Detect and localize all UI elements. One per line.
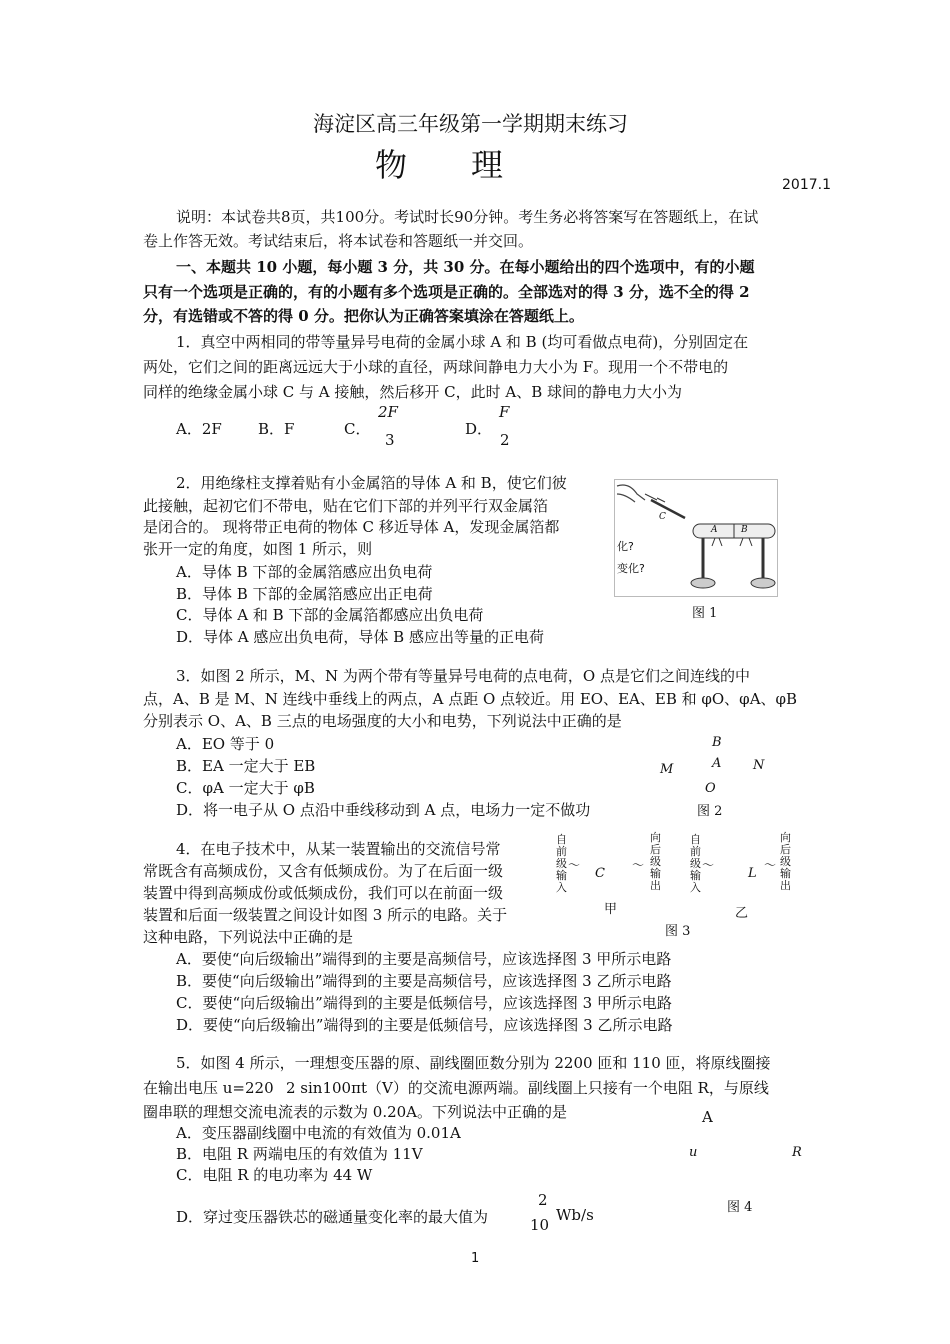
figure-3-label-jia: 甲 — [604, 902, 618, 917]
figure-3-jia-output: 向后级输出 — [650, 831, 661, 892]
q4-line5: 这种电路，下列说法中正确的是 — [143, 928, 354, 946]
q5-line1: 5．如图 4 所示，一理想变压器的原、副线圈匝数分别为 2200 匝和 110 匝，将原线圈接 — [176, 1054, 771, 1072]
exam-title: 海淀区高三年级第一学期期末练习 — [313, 112, 628, 136]
figure-3-label-c: C — [595, 866, 605, 881]
q3-line2: 点，A、B 是 M、N 连线中垂线上的两点，A 点距 O 点较近。用 EO、EA、EB 和 φO、φA、φB — [143, 690, 798, 708]
q5-line2-part2: 2 sin100πt（V）的交流电源两端。副线圈上只接有一个电阻 R，与原线 — [286, 1079, 769, 1097]
q3-option-a: A．EO 等于 0 — [176, 735, 275, 753]
q2-line3: 是闭合的。 现将带正电荷的物体 C 移近导体 A，发现金属箔都 — [143, 518, 560, 536]
section1-line3: 分，有选错或不答的得 0 分。把你认为正确答案填涂在答题纸上。 — [143, 307, 584, 325]
page-number: 1 — [471, 1251, 480, 1266]
figure-2-label-o: O — [705, 781, 716, 796]
q2-option-b: B．导体 B 下部的金属箔感应出正电荷 — [176, 585, 433, 603]
q1-line3: 同样的绝缘金属小球 C 与 A 接触，然后移开 C，此时 A、B 球间的静电力大小为 — [143, 383, 683, 401]
q5-option-b: B．电阻 R 两端电压的有效值为 11V — [176, 1145, 423, 1163]
figure-3-caption: 图 3 — [665, 924, 691, 939]
figure-2-label-n: N — [753, 758, 765, 773]
figure-4-ammeter-label: A — [702, 1108, 713, 1126]
q5-line2-part1: 在输出电压 u=220 — [143, 1079, 274, 1097]
figure-3-jia-input: 自前级输入 — [556, 833, 567, 894]
q5-option-d: D．穿过变压器铁芯的磁通量变化率的最大值为 — [176, 1208, 489, 1226]
q4-option-a: A．要使“向后级输出”端得到的主要是高频信号，应该选择图 3 甲所示电路 — [176, 950, 672, 968]
q1-option-d: D． — [465, 420, 493, 438]
exam-date: 2017.1 — [782, 177, 831, 193]
q2-line4: 张开一定的角度，如图 1 所示，则 — [143, 540, 373, 558]
q4-line3: 装置中得到高频成份或低频成份，我们可以在前面一级 — [143, 884, 504, 902]
figure-3-jia-wave-out: ～ — [632, 858, 645, 872]
q4-line4: 装置和后面一级装置之间设计如图 3 所示的电路。关于 — [143, 906, 508, 924]
q4-option-b: B．要使“向后级输出”端得到的主要是高频信号，应该选择图 3 乙所示电路 — [176, 972, 672, 990]
figure-4-label-r: R — [792, 1145, 802, 1160]
figure-1-caption: 图 1 — [692, 606, 718, 621]
figure-1-text-1: 化? — [617, 540, 634, 553]
subject-title: 物 理 — [375, 146, 504, 184]
q5-option-d-numerator: 2 — [538, 1191, 548, 1209]
figure-3-jia-wave-in: ～ — [568, 858, 581, 872]
section1-line2: 只有一个选项是正确的，有的小题有多个选项是正确的。全部选对的得 3 分，选不全的得 2 — [143, 283, 750, 301]
figure-2-caption: 图 2 — [697, 804, 723, 819]
figure-1-label-c: C — [659, 512, 666, 522]
figure-3-label-yi: 乙 — [735, 906, 749, 921]
q5-option-d-denominator: 10 — [530, 1216, 550, 1234]
q1-option-b: B．F — [258, 420, 295, 438]
figure-3-yi-input: 自前级输入 — [690, 833, 701, 894]
q1-option-a: A．2F — [176, 420, 222, 438]
figure-3-yi-wave-out: ～ — [764, 858, 777, 872]
q1-option-c-denominator: 3 — [385, 431, 395, 449]
q3-option-b: B．EA 一定大于 EB — [176, 757, 316, 775]
q5-option-a: A．变压器副线圈中电流的有效值为 0.01A — [176, 1124, 461, 1142]
q4-line1: 4．在电子技术中，从某一装置输出的交流信号常 — [176, 840, 501, 858]
q2-line2: 此接触，起初它们不带电，贴在它们下部的并列平行双金属箔 — [143, 497, 549, 515]
instructions-line2: 卷上作答无效。考试结束后，将本试卷和答题纸一并交回。 — [143, 232, 534, 250]
figure-2-label-b: B — [712, 735, 722, 750]
figure-2-label-m: M — [660, 762, 674, 777]
figure-1-label-b: B — [741, 525, 748, 535]
q4-option-d: D．要使“向后级输出”端得到的主要是低频信号，应该选择图 3 乙所示电路 — [176, 1016, 673, 1034]
figure-1-label-a: A — [711, 525, 718, 535]
q1-option-d-denominator: 2 — [500, 431, 510, 449]
q1-line1: 1．真空中两相同的带等量异号电荷的金属小球 A 和 B (均可看做点电荷)，分别固定在 — [176, 333, 749, 351]
q3-option-c: C．φA 一定大于 φB — [176, 779, 315, 797]
q1-option-d-numerator: F — [499, 403, 510, 421]
q2-option-c: C．导体 A 和 B 下部的金属箔都感应出负电荷 — [176, 606, 484, 624]
q5-line3: 圈串联的理想交流电流表的示数为 0.20A。下列说法中正确的是 — [143, 1103, 568, 1121]
q5-option-c: C．电阻 R 的电功率为 44 W — [176, 1166, 373, 1184]
figure-3-yi-wave-in: ～ — [702, 858, 715, 872]
figure-4-label-u: u — [689, 1145, 698, 1160]
q1-option-c: C． — [344, 420, 371, 438]
figure-3-yi-output: 向后级输出 — [780, 831, 791, 892]
q2-line1: 2．用绝缘柱支撑着贴有小金属箔的导体 A 和 B，使它们彼 — [176, 474, 567, 492]
figure-1-drawing — [615, 480, 777, 596]
q1-option-c-numerator: 2F — [378, 403, 398, 421]
section1-line1: 一、本题共 10 小题，每小题 3 分，共 30 分。在每小题给出的四个选项中，有的小题 — [176, 258, 755, 276]
figure-2-label-a: A — [712, 756, 722, 771]
q3-line3: 分别表示 O、A、B 三点的电场强度的大小和电势，下列说法中正确的是 — [143, 712, 622, 730]
q3-line1: 3．如图 2 所示，M、N 为两个带有等量异号电荷的点电荷，O 点是它们之间连线的中 — [176, 667, 750, 685]
q3-option-d: D．将一电子从 O 点沿中垂线移动到 A 点，电场力一定不做功 — [176, 801, 591, 819]
figure-4-caption: 图 4 — [727, 1200, 753, 1215]
q5-option-d-unit: Wb/s — [556, 1206, 594, 1224]
q2-option-d: D．导体 A 感应出负电荷，导体 B 感应出等量的正电荷 — [176, 628, 544, 646]
figure-1 — [614, 479, 778, 597]
figure-1-text-2: 变化? — [617, 562, 645, 575]
q1-line2: 两处，它们之间的距离远远大于小球的直径，两球间静电力大小为 F。现用一个不带电的 — [143, 358, 729, 376]
q4-line2: 常既含有高频成份，又含有低频成份。为了在后面一级 — [143, 862, 504, 880]
figure-3-label-l: L — [748, 866, 757, 881]
instructions-line1: 说明：本试卷共8页，共100分。考试时长90分钟。考生务必将答案写在答题纸上，在试 — [176, 208, 759, 226]
q2-option-a: A．导体 B 下部的金属箔感应出负电荷 — [176, 563, 433, 581]
q4-option-c: C．要使“向后级输出”端得到的主要是低频信号，应该选择图 3 甲所示电路 — [176, 994, 672, 1012]
